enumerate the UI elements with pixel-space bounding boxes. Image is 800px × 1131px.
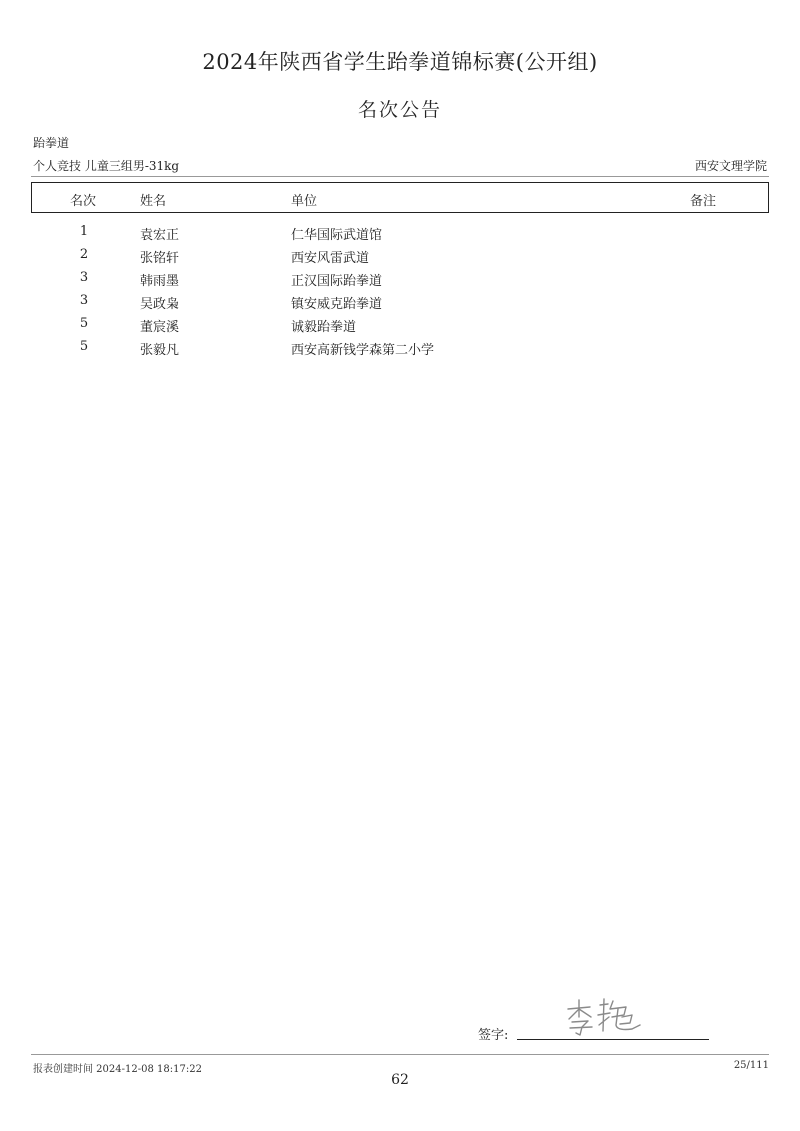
page-subtitle: 名次公告 xyxy=(357,99,442,121)
page-title: 2024年陕西省学生跆拳道锦标赛(公开组) xyxy=(202,50,598,74)
column-header-note: 备注 xyxy=(690,194,717,209)
table-row xyxy=(31,224,769,246)
signature-line xyxy=(517,1039,709,1040)
page-counter: 25/111 xyxy=(733,1060,769,1071)
handwritten-signature xyxy=(560,995,650,1037)
table-row xyxy=(31,339,769,361)
table-row xyxy=(31,270,769,292)
created-timestamp: 报表创建时间 2024-12-08 18:17:22 xyxy=(33,1064,202,1075)
unit-cell: 正汉国际跆拳道 xyxy=(291,274,383,289)
name-cell: 张铭轩 xyxy=(140,251,180,266)
rank-cell: 2 xyxy=(79,247,89,262)
rank-cell: 1 xyxy=(79,224,89,239)
column-header-unit: 单位 xyxy=(291,194,318,209)
sport-label: 跆拳道 xyxy=(33,136,70,150)
name-cell: 吴政枭 xyxy=(140,297,180,312)
unit-cell: 镇安威克跆拳道 xyxy=(291,297,383,312)
rank-cell: 3 xyxy=(79,293,89,308)
rank-cell: 3 xyxy=(79,270,89,285)
unit-cell: 西安高新钱学森第二小学 xyxy=(291,343,435,358)
name-cell: 袁宏正 xyxy=(140,228,180,243)
table-row xyxy=(31,316,769,338)
column-header-rank: 名次 xyxy=(70,194,97,209)
name-cell: 董宸溪 xyxy=(140,320,180,335)
rank-cell: 5 xyxy=(79,339,89,354)
name-cell: 韩雨墨 xyxy=(140,274,180,289)
table-header xyxy=(31,182,769,213)
bottom-divider xyxy=(31,1054,769,1055)
unit-cell: 仁华国际武道馆 xyxy=(291,228,383,243)
page-number: 62 xyxy=(391,1072,409,1088)
event-label: 个人竞技 儿童三组男-31kg xyxy=(33,159,180,173)
signature-label: 签字: xyxy=(478,1028,509,1043)
unit-cell: 诚毅跆拳道 xyxy=(291,320,357,335)
rank-cell: 5 xyxy=(79,316,89,331)
table-row xyxy=(31,247,769,269)
name-cell: 张毅凡 xyxy=(140,343,180,358)
table-row xyxy=(31,293,769,315)
top-divider xyxy=(31,176,769,177)
column-header-name: 姓名 xyxy=(140,194,167,209)
unit-cell: 西安风雷武道 xyxy=(291,251,370,266)
venue-label: 西安文理学院 xyxy=(694,159,767,173)
